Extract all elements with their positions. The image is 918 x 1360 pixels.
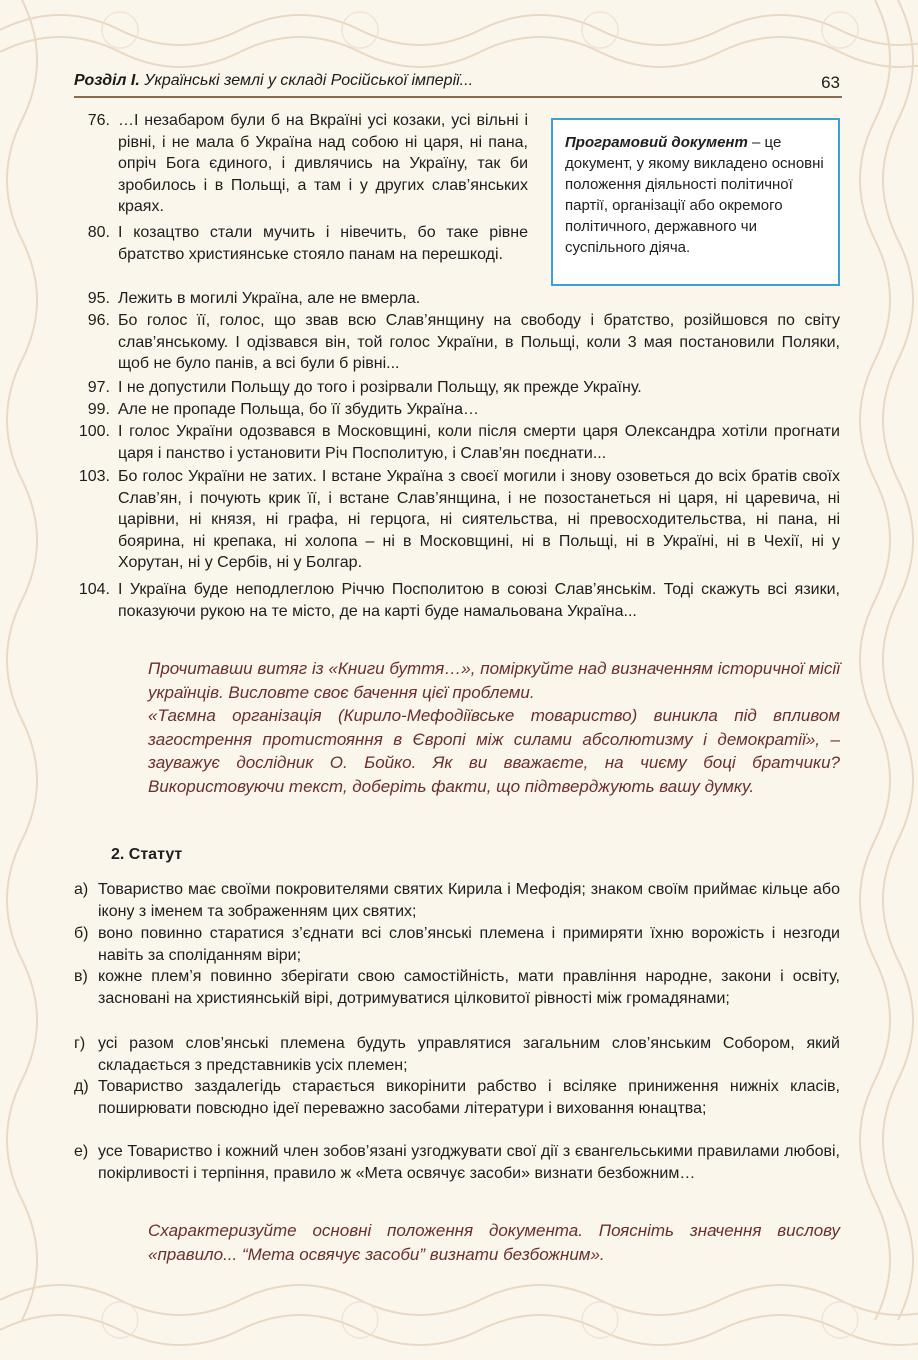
definition-term: Програмовий документ xyxy=(565,134,748,151)
statute-text: Товариство має своїми покровителями святих Кирила і Мефодія; знаком своїм приймає кільце або ікону з іменем та зображенням цих святих; xyxy=(98,881,840,920)
verse-text: Але не пропаде Польща, бо її збудить Україна… xyxy=(118,401,479,418)
verse-number: 97. xyxy=(87,379,110,396)
chapter-title: Українські землі у складі Російської імперії... xyxy=(144,72,474,89)
verse-text: І козацтво стали мучить і нівечить, бо таке рівне братство християнське стояло панам на перешкоді. xyxy=(118,224,528,263)
definition-box xyxy=(551,118,840,286)
chapter-label: Розділ I. xyxy=(74,72,140,89)
page-number: 63 xyxy=(821,73,840,92)
verse-number: 76. xyxy=(87,112,110,129)
verse-number: 96. xyxy=(87,312,110,329)
verse-text: І не допустили Польщу до того і розірвали Польщу, як прежде Україну. xyxy=(118,379,642,396)
verse-text: Бо голос України не затих. І встане Україна з своєї могили і знову озоветься до всіх братів своїх Слав’ян, і почують крик її, і встане Слав’янщина, і не позостанеться ні царя, ні царевича, ні царівни, ні князя, ні графа, ні герцога, ні сиятельства, ні превосходительства, ні пана, ні боярина, ні крепака, ні холопа – ні в Московщині, ні в Польщі, ні в Україні, ні в Чехії, ні у Хорутан, ні у Сербів, ні у Болгар. xyxy=(118,468,840,571)
statute-text: воно повинно старатися з’єднати всі слов’янські племена і примиряти їхню ворожість і незгоди навіть за споліданням віри; xyxy=(98,925,840,964)
task-question: Схарактеризуйте основні положення документа. Поясніть значення вислову «правило... “Мета освячує засоби” визнати безбожним». xyxy=(148,1221,840,1264)
statute-text: усе Товариство і кожний член зобов’язані узгоджувати свої дії з євангельськими правилами любові, покірливості і терпіння, правило ж «Мета освячує засоби» визнати безбожним… xyxy=(98,1143,840,1182)
task-question: «Таємна організація (Кирило-Мефодіївське товариство) виникла під впливом загострення протистояння в Європі між силами абсолютизму і демократії», – зауважує дослідник О. Бойко. Як ви вважаєте, на чиєму боці братчики? Використовуючи текст, доберіть факти, що підтверджують вашу думку. xyxy=(148,706,840,796)
verse-text: …І незабаром були б на Вкраїні усі козаки, усі вільні і рівні, і не мала б Україна над собою ні царя, ні пана, опріч Бога єдиного, і дивлячись на Україну, так би зробилось і в Польщі, а там і у других слав’янських краях. xyxy=(118,112,528,215)
verse-number: 95. xyxy=(87,290,110,307)
verse-number: 80. xyxy=(87,224,110,241)
verse-number: 99. xyxy=(87,401,110,418)
statute-letter: д) xyxy=(74,1078,89,1095)
statute-letter: в) xyxy=(74,968,88,985)
verse-number: 103. xyxy=(78,468,110,485)
verse-text: Бо голос її, голос, що звав всю Слав’янщину на свободу і братство, розійшовся по світу слав’янському. І одізвався він, той голос України, в Польщі, коли 3 мая постановили Поляки, щоб не було панів, а всі були б рівні... xyxy=(118,312,840,372)
page-header xyxy=(74,70,842,98)
statute-text: Товариство заздалегідь старається викорінити рабство і всіляке приниження нижніх класів, поширювати повсюдно ідеї переважно засобами літератури і виховання юнацтва; xyxy=(98,1078,840,1117)
running-title xyxy=(74,72,473,90)
statute-text: усі разом слов’янські племена будуть управлятися загальним слов’янським Собором, який складається з представників усіх племен; xyxy=(98,1035,840,1074)
task-block-2 xyxy=(148,1219,840,1266)
verse-text: І Україна буде неподлеглою Річчю Посполитою в союзі Слав’янськім. Тоді скажуть всі язики, показуючи рукою на те місто, де на карті буде намальована Україна... xyxy=(118,581,840,620)
definition-text: – це документ, у якому викладено основні положення діяльності політичної партії, організації або окремого політичного, державного чи суспільного діяча. xyxy=(565,134,824,256)
task-question: Прочитавши витяг із «Книги буття…», поміркуйте над визначенням історичної місії українців. Висловте своє бачення цієї проблеми. xyxy=(148,659,840,702)
statute-text: кожне плем’я повинно зберігати свою самостійність, мати правління народне, закони і освіту, засновані на християнській вірі, дотримуватися цілковитої рівності між громадянами; xyxy=(98,968,840,1007)
verse-text: І голос України одозвався в Московщині, коли після смерти царя Олександра хотіли прогнати царя і панство і установити Річ Посполитую, і Слав’ян поєднати... xyxy=(118,423,840,462)
verse-text: Лежить в могилі Україна, але не вмерла. xyxy=(118,290,421,307)
statute-letter: е) xyxy=(74,1143,89,1160)
verse-number: 100. xyxy=(78,423,110,440)
statute-letter: г) xyxy=(74,1035,86,1052)
task-block-1 xyxy=(148,657,840,798)
verse-number: 104. xyxy=(78,581,110,598)
statute-letter: а) xyxy=(74,881,89,898)
section-heading: 2. Статут xyxy=(111,846,183,863)
statute-letter: б) xyxy=(74,925,89,942)
